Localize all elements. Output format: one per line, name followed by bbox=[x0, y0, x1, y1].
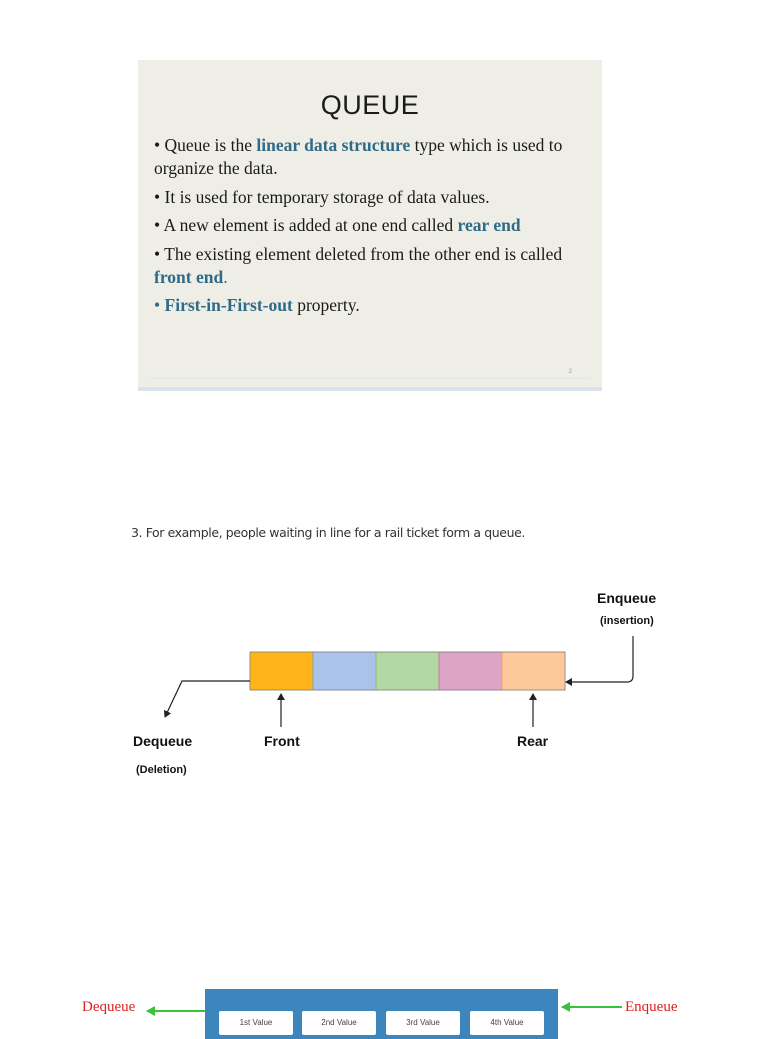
example-caption: 3. For example, people waiting in line for a rail ticket form a queue. bbox=[131, 525, 525, 540]
bullet-5: • First-in-First-out property. bbox=[154, 295, 360, 315]
queue-cell bbox=[313, 652, 376, 690]
queue-cell bbox=[439, 652, 502, 690]
queue-cells bbox=[250, 652, 565, 690]
highlight-linear-data-structure: linear data structure bbox=[256, 135, 411, 155]
queue-value-cell: 1st Value bbox=[219, 1011, 293, 1035]
enqueue-label: Enqueue bbox=[597, 590, 657, 606]
slide-page-number: 2 bbox=[568, 369, 572, 375]
queue-value-cell: 2nd Value bbox=[302, 1011, 376, 1035]
dequeue-sublabel: (Deletion) bbox=[136, 764, 187, 776]
queue-value-cell: 3rd Value bbox=[386, 1011, 460, 1035]
dequeue-label: Dequeue bbox=[133, 733, 193, 749]
highlight-front-end: front end bbox=[154, 266, 224, 287]
queue-value-cell: 4th Value bbox=[470, 1011, 544, 1035]
queue-cell bbox=[250, 652, 313, 690]
dequeue-red-label: Dequeue bbox=[82, 999, 136, 1015]
bullet-1: • Queue is the linear data structure type which is used to organize the data. bbox=[154, 135, 563, 178]
bullet-2: • It is used for temporary storage of data values. bbox=[154, 186, 490, 207]
enqueue-sublabel: (insertion) bbox=[600, 615, 654, 627]
rear-label: Rear bbox=[517, 733, 549, 749]
dequeue-arrow bbox=[165, 681, 250, 717]
bullet-4: • The existing element deleted from the other end is called front end. bbox=[154, 243, 563, 287]
highlight-fifo: First-in-First-out bbox=[164, 295, 293, 315]
enqueue-arrow bbox=[566, 636, 633, 682]
enqueue-red-label: Enqueue bbox=[625, 999, 678, 1015]
highlight-rear-end: rear end bbox=[457, 215, 521, 235]
slide-title: QUEUE bbox=[320, 90, 420, 120]
bullet-3: • A new element is added at one end called rear end bbox=[154, 215, 521, 235]
front-label: Front bbox=[264, 733, 300, 749]
queue-cell bbox=[502, 652, 565, 690]
queue-cell bbox=[376, 652, 439, 690]
